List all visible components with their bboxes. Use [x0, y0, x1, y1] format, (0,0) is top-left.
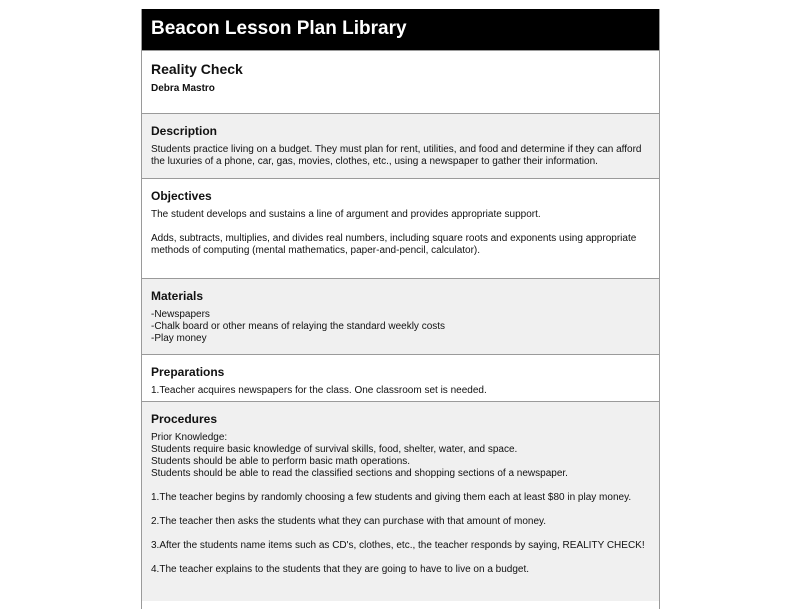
description-heading: Description — [151, 124, 218, 138]
materials-section — [142, 278, 659, 354]
description-text: Students practice living on a budget. They must plan for rent, utilities, and food and determine if they can afford the luxuries of a phone, car, gas, movies, clothes, etc., using a newspaper to gather their information. — [151, 144, 642, 167]
site-banner — [142, 9, 659, 50]
title-section — [142, 50, 659, 113]
procedure-step: 3.After the students name items such as CD's, clothes, etc., the teacher responds by saying, REALITY CHECK! — [151, 540, 645, 551]
procedure-step: 1.The teacher begins by randomly choosing a few students and giving them each at least $80 in play money. — [151, 492, 632, 503]
procedure-step: 2.The teacher then asks the students what they can purchase with that amount of money. — [151, 516, 547, 527]
prior-knowledge-line: Students should be able to read the classified sections and shopping sections of a newspaper. — [151, 468, 568, 479]
lesson-title: Reality Check — [151, 61, 243, 77]
preparations-section — [142, 354, 659, 401]
materials-heading: Materials — [151, 289, 204, 303]
prior-knowledge-line: Students should be able to perform basic math operations. — [151, 456, 411, 467]
material-item: -Newspapers — [151, 309, 210, 320]
preparations-text: 1.Teacher acquires newspapers for the class. One classroom set is needed. — [151, 385, 487, 396]
site-title: Beacon Lesson Plan Library — [151, 18, 407, 39]
objective-item: Adds, subtracts, multiplies, and divides real numbers, including square roots and exponents using appropriate methods of computing (mental mathematics, paper-and-pencil, calculator). — [151, 233, 637, 256]
procedure-step: 4.The teacher explains to the students that they are going to have to live on a budget. — [151, 564, 530, 575]
objective-item: The student develops and sustains a line of argument and provides appropriate support. — [151, 209, 541, 220]
material-item: -Play money — [151, 333, 207, 344]
description-section — [142, 113, 659, 178]
prior-knowledge-line: Students require basic knowledge of survival skills, food, shelter, water, and space. — [151, 444, 518, 455]
lesson-plan-page — [141, 9, 660, 609]
procedures-heading: Procedures — [151, 412, 218, 426]
prior-knowledge-line: Prior Knowledge: — [151, 432, 228, 443]
procedures-section — [142, 401, 659, 601]
lesson-author: Debra Mastro — [151, 83, 215, 94]
material-item: -Chalk board or other means of relaying the standard weekly costs — [151, 321, 446, 332]
objectives-heading: Objectives — [151, 189, 212, 203]
preparations-heading: Preparations — [151, 365, 225, 379]
objectives-section — [142, 178, 659, 278]
